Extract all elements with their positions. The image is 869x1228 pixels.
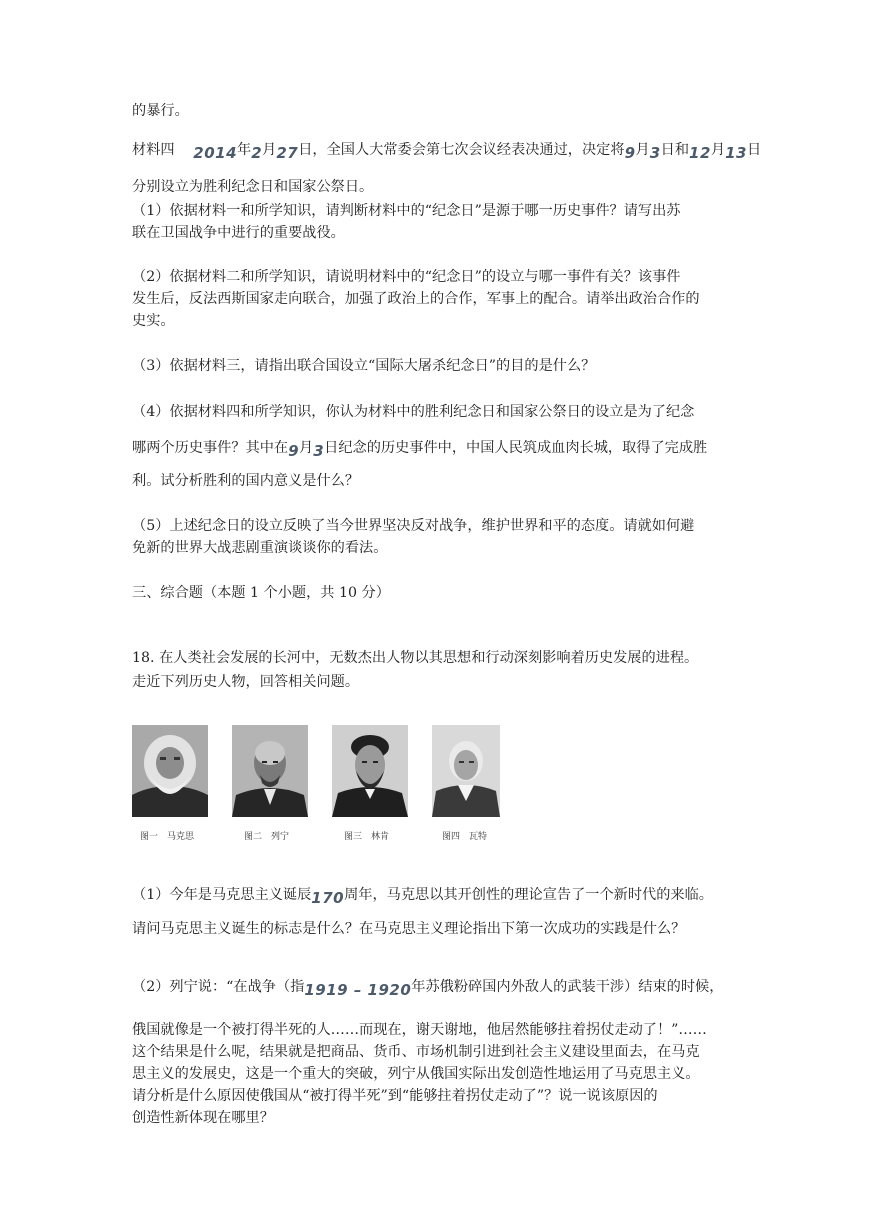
text-run: 年苏俄粉碎国内外敌人的武装干涉）结束的时候， xyxy=(411,979,724,995)
text-line xyxy=(132,537,387,559)
text-line xyxy=(132,470,359,492)
formula-number: 3 xyxy=(649,144,661,162)
text-line xyxy=(132,176,373,198)
text-run: （3）依据材料三，请指出联合国设立“国际大屠杀纪念日”的目的是什么？ xyxy=(132,358,596,374)
text-line xyxy=(132,436,707,459)
text-line xyxy=(132,288,700,310)
text-run: 月 xyxy=(710,142,726,158)
text-run: 利。试分析胜利的国内意义是什么？ xyxy=(132,473,360,489)
text-run: 月 xyxy=(635,142,650,158)
text-run: 年 xyxy=(237,142,252,158)
text-run: 走近下列历史人物，回答相关问题。 xyxy=(132,674,360,690)
formula-number: 9 xyxy=(624,144,636,162)
text-run: （2）依据材料二和所学知识，请说明材料中的“纪念日”的设立与哪一事件有关？该事件 xyxy=(132,269,681,285)
text-run: 免新的世界大战悲剧重演谈谈你的看法。 xyxy=(132,540,388,556)
text-line xyxy=(132,515,694,537)
formula-number: 170 xyxy=(311,889,345,907)
text-line xyxy=(132,975,723,998)
text-run: 哪两个历史事件？其中在 xyxy=(132,440,289,456)
text-run: 俄国就像是一个被打得半死的人……而现在，谢天谢地，他居然能够拄着拐仗走动了！”…… xyxy=(132,1022,707,1038)
text-run: 月 xyxy=(299,440,314,456)
text-run: 日和 xyxy=(660,142,690,158)
text-line xyxy=(132,647,698,669)
text-run: 的暴行。 xyxy=(132,103,189,119)
formula-number: 3 xyxy=(313,442,325,460)
text-line xyxy=(132,310,175,332)
portrait-watt-icon xyxy=(432,725,500,817)
portrait-caption: 图二 列宁 xyxy=(244,832,290,842)
formula-number: 2014 xyxy=(193,144,238,162)
text-run: 周年，马克思以其开创性的理论宣告了一个新时代的来临。 xyxy=(344,887,713,903)
text-run: 思主义的发展史，这是一个重大的突破，列宁从俄国实际出发创造性地运用了马克思主义。 xyxy=(132,1066,700,1082)
text-run: （1）今年是马克思主义诞辰 xyxy=(132,887,312,903)
text-line xyxy=(132,138,761,161)
text-run: 发生后，反法西斯国家走向联合，加强了政治上的合作，军事上的配合。请举出政治合作的 xyxy=(132,291,700,307)
text-run: 月 xyxy=(262,142,277,158)
formula-number: 27 xyxy=(276,144,299,162)
text-line xyxy=(132,200,680,222)
text-run: 日，全国人大常委会第七次会议经表决通过，决定将 xyxy=(298,142,625,158)
text-run: 三、综合题（本题 1 个小题，共 10 分） xyxy=(132,585,390,601)
text-run: 分别设立为胜利纪念日和国家公祭日。 xyxy=(132,179,374,195)
text-run: 联在卫国战争中进行的重要战役。 xyxy=(132,225,345,241)
formula-number: 2 xyxy=(251,144,263,162)
portrait-caption: 图四 瓦特 xyxy=(442,832,488,842)
text-run: （1）依据材料一和所学知识，请判断材料中的“纪念日”是源于哪一历史事件？请写出苏 xyxy=(132,203,681,219)
text-line xyxy=(132,1019,707,1041)
portrait-lenin-icon xyxy=(232,725,308,817)
text-run: （5）上述纪念日的设立反映了当今世界坚决反对战争，维护世界和平的态度。请就如何避 xyxy=(132,518,695,534)
portrait-lincoln-icon xyxy=(332,725,408,817)
text-run: 日 xyxy=(746,142,762,158)
formula-number: 1919 – 1920 xyxy=(304,981,412,999)
text-line xyxy=(132,401,694,423)
formula-number: 12 xyxy=(689,144,711,162)
text-line xyxy=(132,1107,274,1129)
formula-number: 9 xyxy=(288,442,300,460)
text-line xyxy=(132,100,189,122)
portrait-row xyxy=(132,725,512,845)
text-run: 请问马克思主义诞生的标志是什么？在马克思主义理论指出下第一次成功的实践是什么？ xyxy=(132,921,686,937)
text-run: 创造性新体现在哪里？ xyxy=(132,1110,274,1126)
text-run: 材料四 xyxy=(132,142,194,158)
text-run: （2）列宁说：“在战争（指 xyxy=(132,979,305,995)
text-line xyxy=(132,1063,700,1085)
text-run: 这个结果是什么呢，结果就是把商品、货币、市场机制引进到社会主义建设里面去，在马克 xyxy=(132,1044,700,1060)
text-run: 史实。 xyxy=(132,313,175,329)
text-run: 18. 在人类社会发展的长河中，无数杰出人物以其思想和行动深刻影响着历史发展的进程。 xyxy=(132,650,699,666)
formula-number: 13 xyxy=(725,144,747,162)
text-line xyxy=(132,266,680,288)
text-line xyxy=(132,582,390,604)
text-line xyxy=(132,222,345,244)
text-line xyxy=(132,671,359,693)
text-run: 日纪念的历史事件中，中国人民筑成血肉长城，取得了完成胜 xyxy=(324,440,708,456)
text-line xyxy=(132,355,595,377)
text-run: 请分析是什么原因使俄国从“被打得半死”到“能够拄着拐仗走动了”？说一说该原因的 xyxy=(132,1088,658,1104)
text-line xyxy=(132,883,713,906)
text-line xyxy=(132,918,685,940)
portrait-caption: 图三 林肯 xyxy=(344,832,390,842)
text-line xyxy=(132,1085,658,1107)
text-line xyxy=(132,1041,700,1063)
text-run: （4）依据材料四和所学知识，你认为材料中的胜利纪念日和国家公祭日的设立是为了纪念 xyxy=(132,404,695,420)
portrait-marx-icon xyxy=(132,725,208,817)
portrait-caption: 图一 马克思 xyxy=(140,832,195,842)
